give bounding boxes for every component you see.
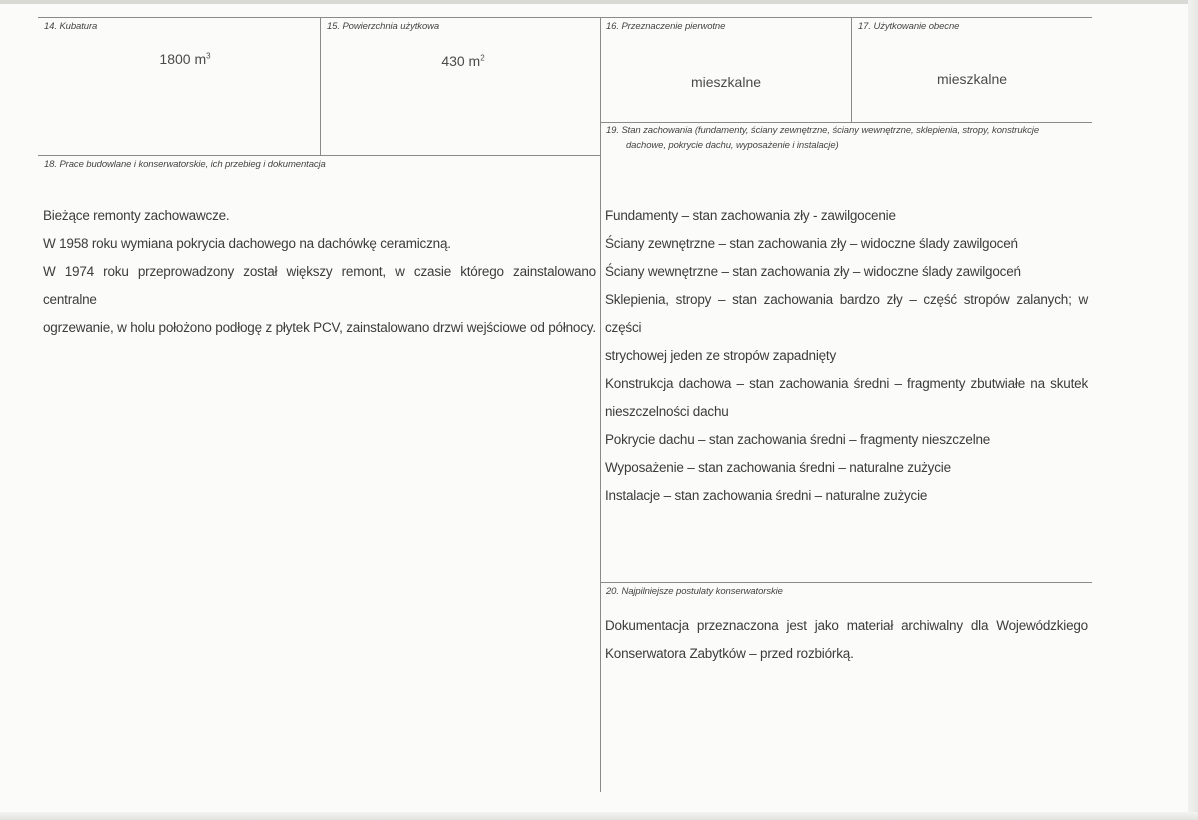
stan-line: Wyposażenie – stan zachowania średni – naturalne zużycie: [605, 460, 951, 475]
stan-line: Instalacje – stan zachowania średni – naturalne zużycie: [605, 488, 928, 503]
stan-text: [605, 202, 1088, 510]
postulaty-line: Konserwatora Zabytków – przed rozbiórką.: [605, 646, 854, 661]
table-top-border: [38, 17, 1092, 18]
prace-text: [43, 202, 596, 342]
stan-label-line1: 19. Stan zachowania (fundamenty, ściany zewnętrzne, ściany wewnętrzne, sklepienia, stropy, konstrukcje: [606, 125, 1040, 136]
stan-line: Pokrycie dachu – stan zachowania średni – fragmenty nieszczelne: [605, 432, 991, 447]
powierzchnia-unit-sup: 2: [480, 53, 485, 63]
stan-line: Ściany zewnętrzne – stan zachowania zły – widoczne ślady zawilgoceń: [605, 236, 1018, 251]
przeznaczenie-value: mieszkalne: [690, 74, 762, 90]
prace-label: 18. Prace budowlane i konserwatorskie, ich przebieg i dokumentacja: [44, 159, 326, 170]
divider-main: [600, 17, 601, 792]
stan-line: Sklepienia, stropy – stan zachowania bardzo zły – część stropów zalanych; w części: [605, 292, 1088, 335]
stan-line: Ściany wewnętrzne – stan zachowania zły – widoczne ślady zawilgoceń: [605, 264, 1021, 279]
postulaty-text: [605, 612, 1088, 668]
page-bottom-edge: [0, 812, 1198, 820]
uzytkowanie-label: 17. Użytkowanie obecne: [858, 21, 960, 32]
kubatura-number: 1800 m: [159, 51, 207, 67]
divider-19-20: [600, 582, 1092, 583]
prace-line: Bieżące remonty zachowawcze.: [43, 208, 230, 223]
divider-16-17: [851, 17, 852, 123]
uzytkowanie-value: mieszkalne: [936, 71, 1008, 87]
stan-line: Fundamenty – stan zachowania zły - zawilgocenie: [605, 208, 896, 223]
powierzchnia-value: [418, 53, 508, 69]
prace-line: W 1958 roku wymiana pokrycia dachowego na dachówkę ceramiczną.: [43, 236, 451, 251]
prace-line: ogrzewanie, w holu położono podłogę z płytek PCV, zainstalowano drzwi wejściowe od północy.: [43, 320, 596, 335]
postulaty-label: 20. Najpilniejsze postulaty konserwatorskie: [606, 586, 783, 597]
przeznaczenie-label: 16. Przeznaczenie pierwotne: [606, 21, 726, 32]
prace-line: W 1974 roku przeprowadzony został większy remont, w czasie którego zainstalowano centralne: [43, 264, 596, 307]
kubatura-unit-sup: 3: [206, 51, 211, 61]
stan-line: Konstrukcja dachowa – stan zachowania średni – fragmenty zbutwiałe na skutek: [605, 376, 1088, 391]
divider-16-19: [600, 122, 1092, 123]
divider-14-15: [320, 17, 321, 155]
page-top-edge: [0, 0, 1198, 4]
stan-label-line2: dachowe, pokrycie dachu, wyposażenie i instalacje): [626, 140, 839, 151]
powierzchnia-label: 15. Powierzchnia użytkowa: [327, 21, 440, 32]
divider-14-18: [38, 155, 600, 156]
stan-line: strychowej jeden ze stropów zapadnięty: [605, 348, 837, 363]
kubatura-label: 14. Kubatura: [44, 21, 98, 32]
postulaty-line: Dokumentacja przeznaczona jest jako materiał archiwalny dla Wojewódzkiego: [605, 618, 1088, 633]
page-right-edge: [1188, 0, 1198, 820]
powierzchnia-number: 430 m: [441, 53, 481, 69]
stan-line: nieszczelności dachu: [605, 404, 729, 419]
kubatura-value: [140, 51, 230, 67]
